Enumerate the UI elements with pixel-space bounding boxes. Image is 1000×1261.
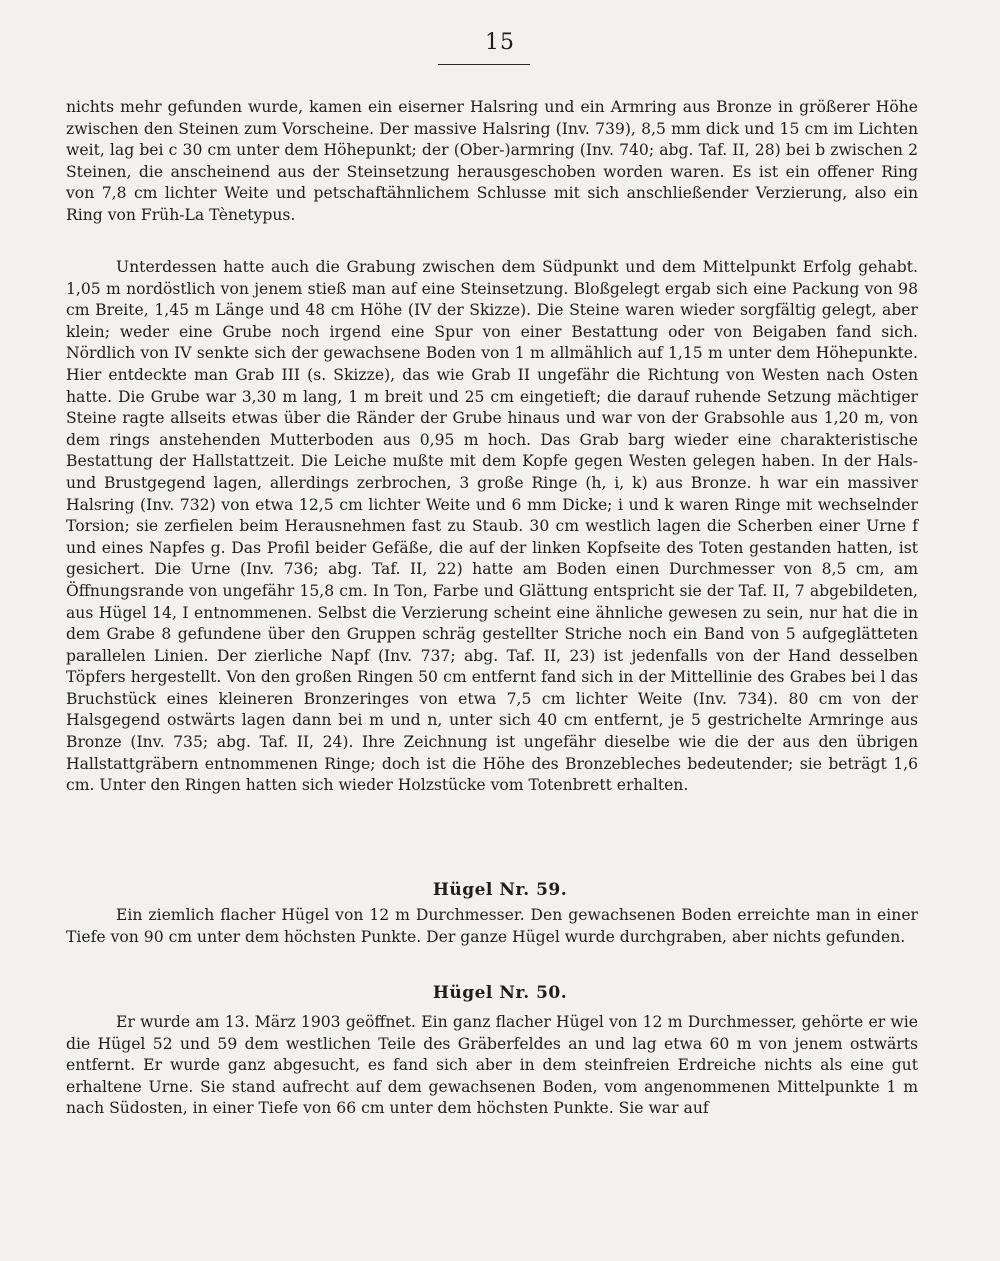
paragraph-grave-three (66, 257, 918, 797)
page-number-rule (438, 64, 530, 65)
paragraph-text: Er wurde am 13. März 1903 geöffnet. Ein ganz flacher Hügel von 12 m Durchmesser, gehörte er wie die Hügel 52 und 59 dem westlichen Teile des Gräberfeldes an und lag etwa 60 m von jenem ostwärts entfernt. Er wurde ganz abgesucht, es fand sich aber in dem steinfreien Erdreiche nichts als eine gut erhaltene Urne. Sie stand aufrecht auf dem gewachsenen Boden, vom angenommenen Mittelpunkte 1 m nach Südosten, in einer Tiefe von 66 cm unter dem höchsten Punkte. Sie war auf (66, 1013, 918, 1118)
paragraph-text: Unterdessen hatte auch die Grabung zwischen dem Südpunkt und dem Mittelpunkt Erfolg gehabt. 1,05 m nordöstlich von jenem stieß man auf eine Steinsetzung. Bloßgelegt ergab sich eine Packung von 98 cm Breite, 1,45 m Länge und 48 cm Höhe (IV der Skizze). Die Steine waren wieder sorgfältig gelegt, aber klein; weder eine Grube noch irgend eine Spur von einer Bestattung oder von Beigaben fand sich. Nördlich von IV senkte sich der gewachsene Boden von 1 m allmählich auf 1,15 m unter dem Höhepunkte. Hier entdeckte man Grab III (s. Skizze), das wie Grab II ungefähr die Richtung von Westen nach Osten hatte. Die Grube war 3,30 m lang, 1 m breit und 25 cm eingetieft; die darauf ruhende Setzung mächtiger Steine ragte allseits etwas über die Ränder der Grube hinaus und war von der Grabsohle aus 1,20 m, von dem rings anstehenden Mutterboden aus 0,95 m hoch. Das Grab barg wieder eine charakteristische Bestattung der Hallstattzeit. Die Leiche mußte mit dem Kopfe gegen Westen gelegen haben. In der Hals- und Brustgegend lagen, allerdings zerbrochen, 3 große Ringe (h, i, k) aus Bronze. h war ein massiver Halsring (Inv. 732) von etwa 12,5 cm lichter Weite und 6 mm Dicke; i und k waren Ringe mit wechselnder Torsion; sie zerfielen beim Herausnehmen fast zu Staub. 30 cm westlich lagen die Scherben einer Urne f und eines Napfes g. Das Profil beider Gefäße, die auf der linken Kopfseite des Toten gestanden hatten, ist gesichert. Die Urne (Inv. 736; abg. Taf. II, 22) hatte am Boden einen Durchmesser von 8,5 cm, am Öffnungsrande von ungefähr 15,8 cm. In Ton, Farbe und Glättung entspricht sie der Taf. II, 7 abgebildeten, aus Hügel 14, I entnommenen. Selbst die Verzierung scheint eine ähnliche gewesen zu sein, nur hat die in dem Grabe 8 gefundene über den Gruppen schräg gestellter Striche noch ein Band von 5 aufgeglätteten parallelen Linien. Der zierliche Napf (Inv. 737; abg. Taf. II, 23) ist jedenfalls von der Hand desselben Töpfers hergestellt. Von den großen Ringen 50 cm entfernt fand sich in der Mittellinie des Grabes bei l das Bruchstück eines kleineren Bronzeringes von etwa 7,5 cm lichter Weite (Inv. 734). 80 cm von der Halsgegend ostwärts lagen dann bei m und n, unter sich 40 cm entfernt, je 5 gestrichelte Armringe aus Bronze (Inv. 735; abg. Taf. II, 24). Ihre Zeichnung ist ungefähr dieselbe wie die der aus den übrigen Hallstattgräbern entnommenen Ringe; doch ist die Höhe des Bronzebleches bedeutender; sie beträgt 1,6 cm. Unter den Ringen hatten sich wieder Holzstücke vom Totenbrett erhalten. (66, 258, 918, 795)
paragraph-text: nichts mehr gefunden wurde, kamen ein eiserner Halsring und ein Armring aus Bronze in größerer Höhe zwischen den Steinen zum Vorscheine. Der massive Halsring (Inv. 739), 8,5 mm dick und 15 cm im Lichten weit, lag bei c 30 cm unter dem Höhepunkt; der (Ober-)armring (Inv. 740; abg. Taf. II, 28) bei b zwischen 2 Steinen, die anscheinend aus der Steinsetzung herausgeschoben worden waren. Es ist ein offener Ring von 7,8 cm lichter Weite und petschaftähnlichem Schlusse mit sich anschließender Verzierung, also ein Ring von Früh-La Tènetypus. (66, 98, 918, 224)
section-body-huegel-50 (66, 1012, 918, 1120)
page-number: 15 (485, 30, 515, 55)
paragraph-text: Ein ziemlich flacher Hügel von 12 m Durchmesser. Den gewachsenen Boden erreichte man in einer Tiefe von 90 cm unter dem höchsten Punkte. Der ganze Hügel wurde durchgraben, aber nichts gefunden. (66, 906, 918, 946)
section-heading-huegel-59: Hügel Nr. 59. (432, 880, 568, 900)
paragraph-continuation (66, 97, 918, 227)
section-heading-huegel-50: Hügel Nr. 50. (432, 983, 568, 1003)
section-body-huegel-59 (66, 905, 918, 948)
